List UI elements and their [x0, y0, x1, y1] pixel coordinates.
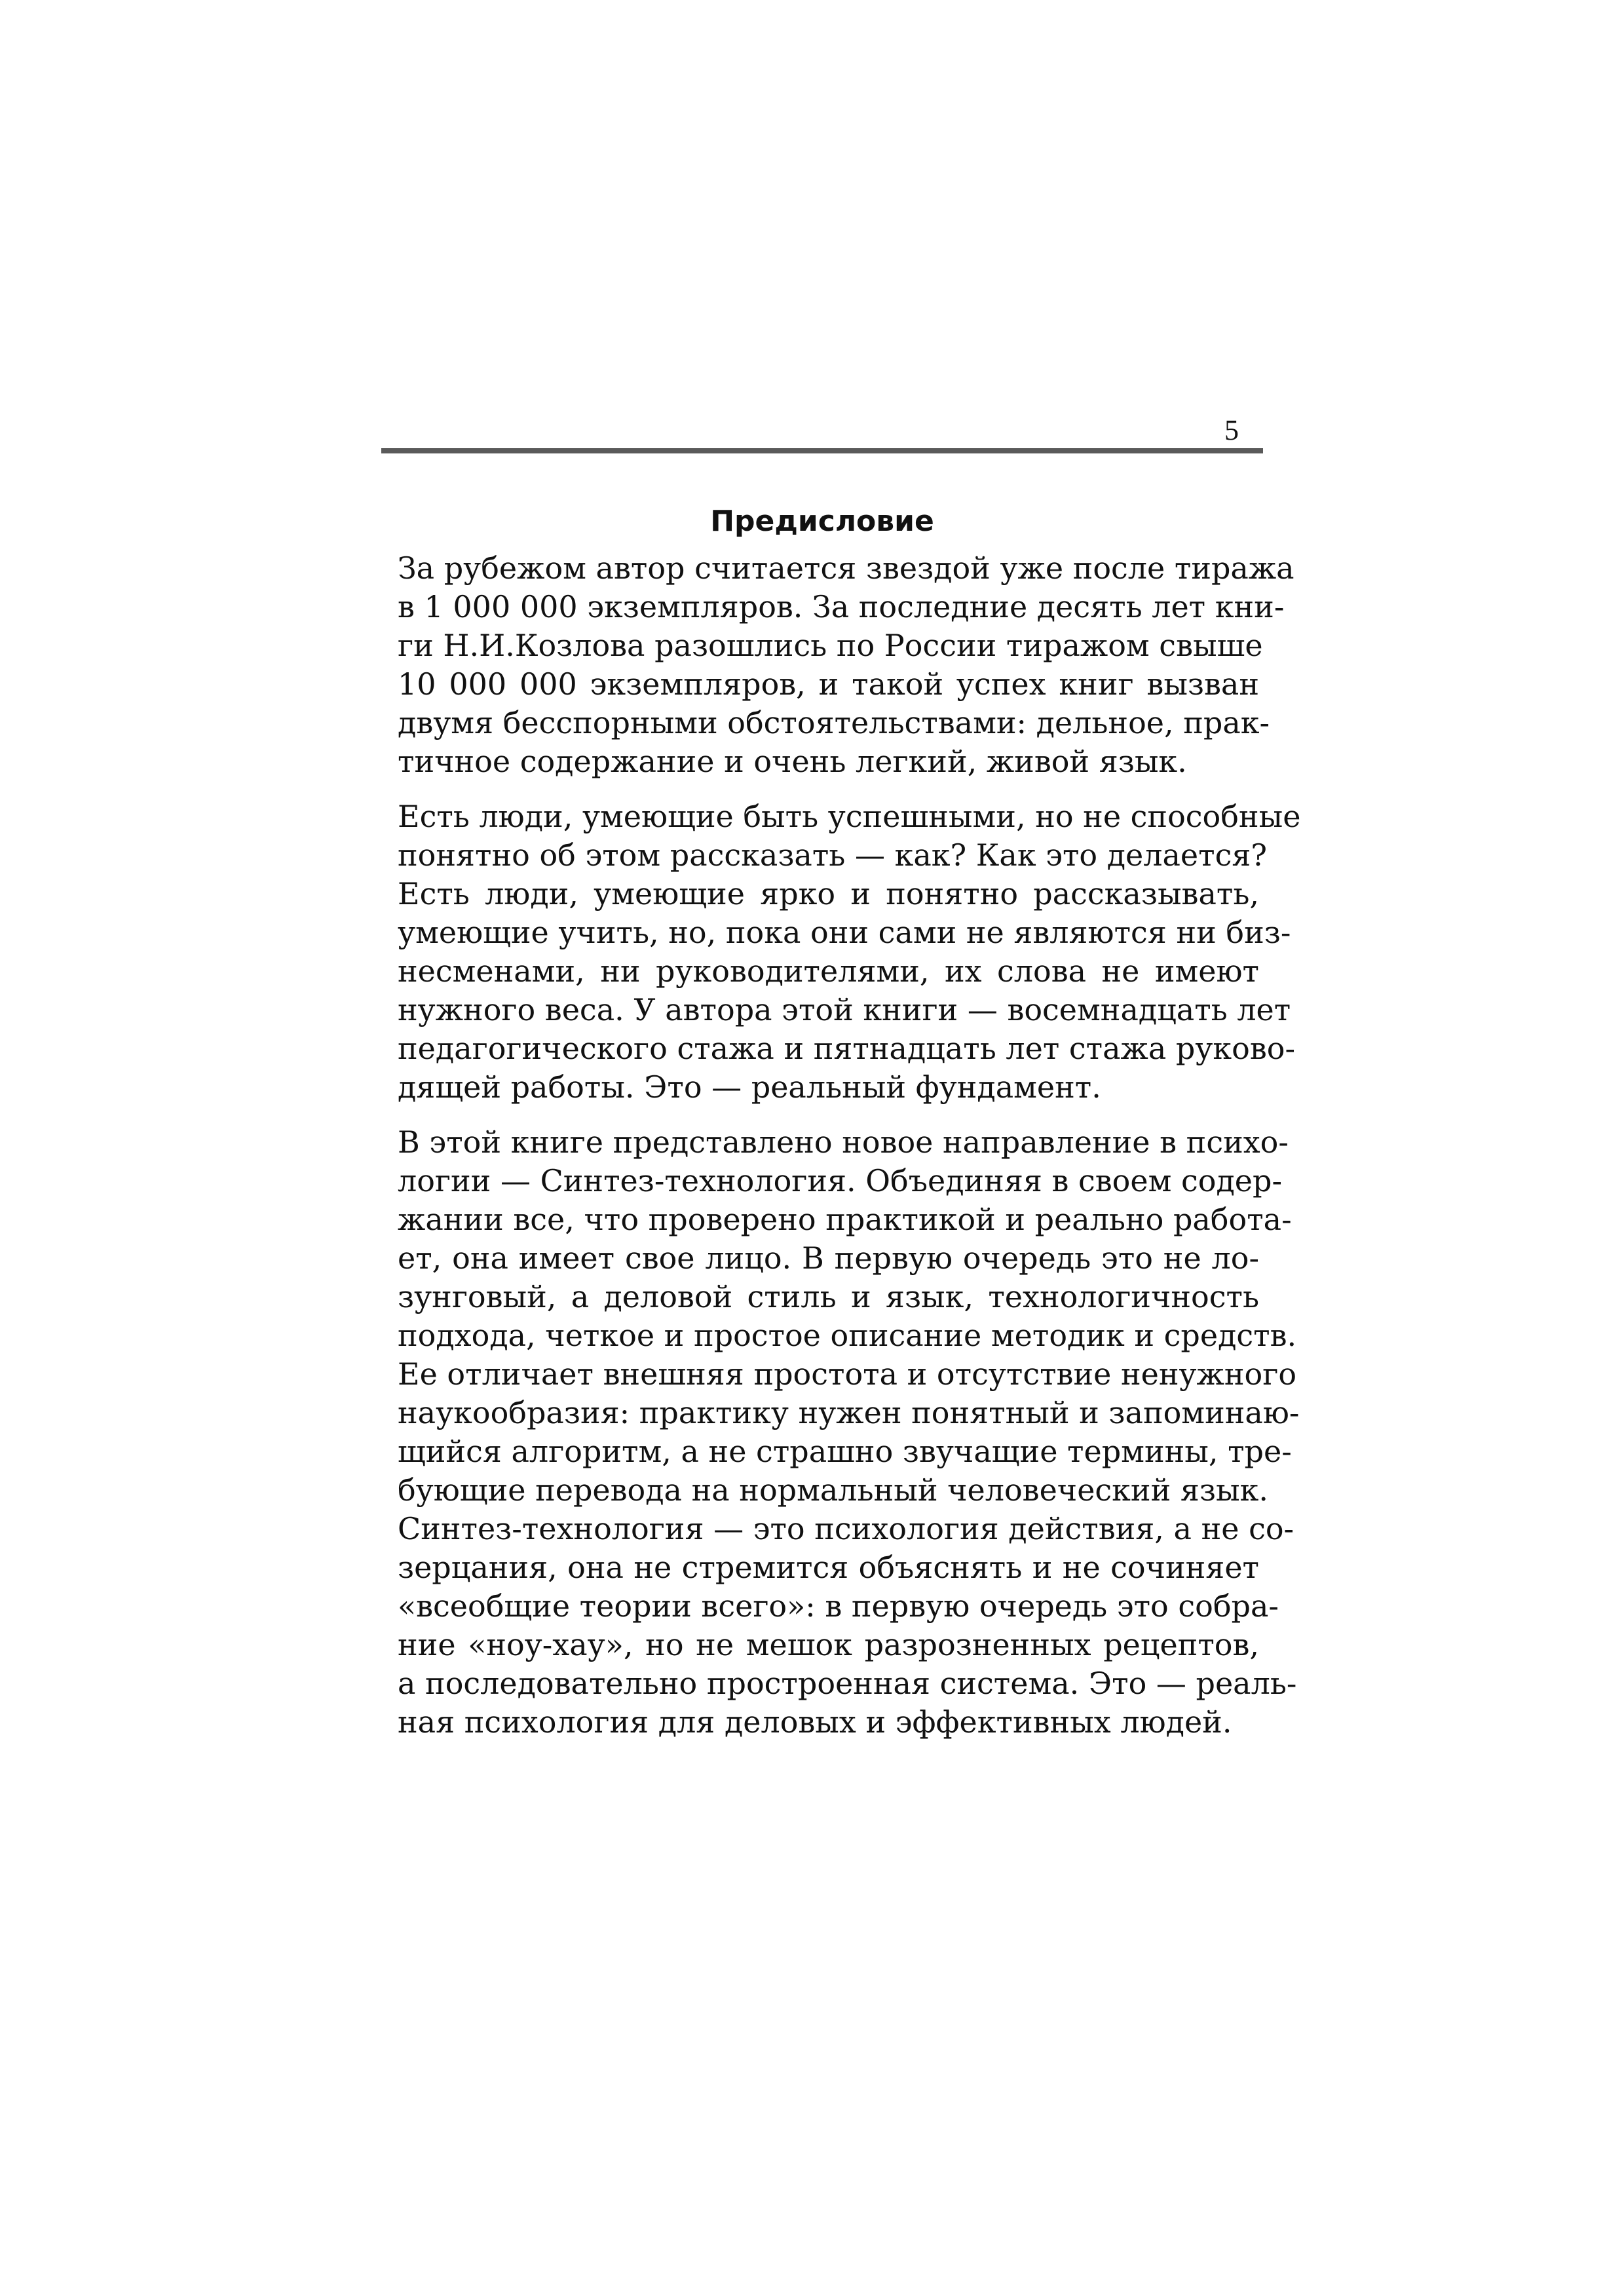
text-line: несменами, ни руководителями, их слова не имеют	[398, 953, 1259, 989]
text-line: тичное содержание и очень легкий, живой язык.	[398, 744, 1187, 779]
text-line: ет, она имеет свое лицо. В первую очередь это не ло-	[398, 1240, 1259, 1276]
text-line: «всеобщие теории всего»: в первую очередь это собра-	[398, 1588, 1279, 1624]
text-line: двумя бесспорными обстоятельствами: дельное, прак-	[398, 705, 1270, 740]
text-line: жании все, что проверено практикой и реально работа-	[398, 1202, 1292, 1237]
text-line: зунговый, а деловой стиль и язык, технологичность	[398, 1279, 1259, 1314]
paragraph-3	[398, 1123, 1300, 1742]
text-line: ги Н.И.Козлова разошлись по России тиражом свыше	[398, 628, 1263, 663]
text-line: нужного веса. У автора этой книги — восемнадцать лет	[398, 992, 1291, 1027]
text-line: Есть люди, умеющие быть успешными, но не способные	[398, 799, 1301, 834]
paragraph-2	[398, 797, 1301, 1107]
text-line: ная психология для деловых и эффективных людей.	[398, 1704, 1232, 1740]
text-line: бующие перевода на нормальный человеческий язык.	[398, 1472, 1268, 1508]
text-line: Синтез-технология — это психология действия, а не со-	[398, 1511, 1294, 1546]
page-number: 5	[1224, 414, 1239, 446]
text-line: ние «ноу-хау», но не мешок разрозненных рецептов,	[398, 1627, 1259, 1662]
text-line: а последовательно простроенная система. Это — реаль-	[398, 1666, 1297, 1701]
text-line: логии — Синтез-технология. Объединяя в своем содер-	[398, 1163, 1282, 1198]
text-line: Ее отличает внешняя простота и отсутствие ненужного	[398, 1356, 1297, 1392]
section-title: Предисловие	[710, 505, 934, 538]
text-line: Есть люди, умеющие ярко и понятно рассказывать,	[398, 876, 1259, 911]
text-line: понятно об этом рассказать — как? Как это делается?	[398, 837, 1268, 873]
header-rule	[381, 448, 1263, 453]
text-line: В этой книге представлено новое направление в психо-	[398, 1124, 1289, 1160]
text-line: зерцания, она не стремится объяснять и не сочиняет	[398, 1550, 1259, 1585]
text-line: За рубежом автор считается звездой уже после тиража	[398, 550, 1294, 586]
text-line: 10 000 000 экземпляров, и такой успех книг вызван	[398, 666, 1259, 702]
text-line: в 1 000 000 экземпляров. За последние десять лет кни-	[398, 589, 1285, 624]
body-text	[398, 549, 1301, 1758]
paragraph-1	[398, 549, 1294, 781]
text-line: щийся алгоритм, а не страшно звучащие термины, тре-	[398, 1434, 1292, 1469]
text-line: подхода, четкое и простое описание методик и средств.	[398, 1318, 1297, 1353]
text-line: педагогического стажа и пятнадцать лет стажа руково-	[398, 1031, 1295, 1066]
text-line: наукообразия: практику нужен понятный и запоминаю-	[398, 1395, 1300, 1430]
text-line: дящей работы. Это — реальный фундамент.	[398, 1069, 1101, 1105]
text-line: умеющие учить, но, пока они сами не являются ни биз-	[398, 915, 1291, 950]
